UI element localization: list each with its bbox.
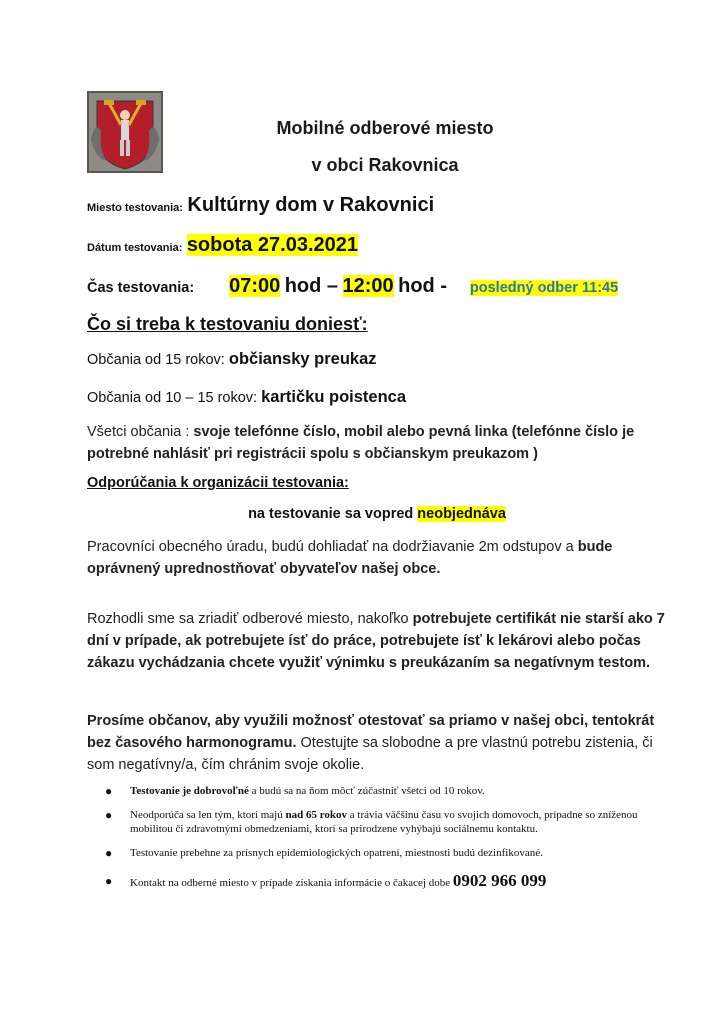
bring-line3-label: Všetci občania : xyxy=(87,424,190,440)
coat-of-arms-icon xyxy=(87,91,163,173)
bring-line2-value: kartičku poistenca xyxy=(261,388,407,406)
bullet-seniors-text-b: a trávia väčšinu času vo svojich domovoch, prípadne so zníženou mobilitou či zdravotnými obmedzeniami, ktorí sa prirodzene vyhýbajú sociálnemu kontaktu. xyxy=(130,809,638,835)
paragraph-appeal-bold: Prosíme občanov, aby využili možnosť otestovať sa priamo v našej obci, tentokrát bez časového harmonogramu. xyxy=(87,713,655,751)
paragraph-reason-text: Rozhodli sme sa zriadiť odberové miesto, nakoľko xyxy=(87,611,409,627)
bring-line3-value-b: potrebné nahlásiť pri registrácii spolu s občianskym preukazom ) xyxy=(87,446,538,462)
date-value: sobota 27.03.2021 xyxy=(186,234,359,256)
bring-line1 xyxy=(87,350,377,369)
date-row xyxy=(87,234,358,257)
bullet-seniors-text-a: Neodporúča sa len tým, ktorí majú xyxy=(130,809,283,821)
time-hod1: hod – xyxy=(284,275,339,297)
bullet-item-seniors xyxy=(105,808,665,836)
time-hod2: hod - xyxy=(398,275,447,297)
place-label: Miesto testovania: xyxy=(87,202,183,214)
recommend-note-prefix: na testovanie sa vopred xyxy=(248,506,414,522)
paragraph-reason-bold: potrebujete certifikát nie starší ako 7 dní v prípade, ak potrebujete ísť do práce, potrebujete ísť k lekárovi alebo počas zákazu vychádzania chcete využiť výnimku s preukázaním sa negatívnym testom. xyxy=(87,611,665,671)
bullet-list xyxy=(105,784,665,900)
bullet-contact-text: Kontakt na odberné miesto v prípade získania informácie o čakacej dobe xyxy=(130,877,451,889)
paragraph-appeal-text: Otestujte sa slobodne a pre vlastnú potrebu zistenia, či som negatívny/a, čím chránim svoje okolie. xyxy=(87,735,653,773)
place-value: Kultúrny dom v Rakovnici xyxy=(187,194,435,216)
paragraph-staff xyxy=(87,536,667,580)
paragraph-reason xyxy=(87,608,667,674)
bring-line1-label: Občania od 15 rokov: xyxy=(87,352,225,368)
bullet-item-voluntary xyxy=(105,784,665,798)
paragraph-staff-text: Pracovníci obecného úradu, budú dohliadať na dodržiavanie 2m odstupov a xyxy=(87,539,574,555)
bring-line1-value: občiansky preukaz xyxy=(228,350,377,368)
bullet-voluntary-bold: Testovanie je dobrovoľné xyxy=(130,785,249,797)
last-sample: posledný odber 11:45 xyxy=(469,280,619,296)
bring-heading: Čo si treba k testovaniu doniesť: xyxy=(87,314,368,334)
page-title-line1: Mobilné odberové miesto xyxy=(276,118,494,138)
time-start: 07:00 xyxy=(229,275,281,297)
bullet-item-measures xyxy=(105,846,665,860)
contact-phone: 0902 966 099 xyxy=(452,871,547,890)
time-row xyxy=(87,275,618,298)
bring-line2-label: Občania od 10 – 15 rokov: xyxy=(87,390,258,406)
bring-line2 xyxy=(87,388,406,407)
time-end: 12:00 xyxy=(342,275,394,297)
bullet-dot-icon: ● xyxy=(105,808,113,822)
bullet-voluntary-text: a budú sa na ňom môcť zúčastniť všetci od 10 rokov. xyxy=(251,785,485,797)
place-row xyxy=(87,194,434,217)
bullet-seniors-bold: nad 65 rokov xyxy=(285,809,348,821)
time-label: Čas testovania: xyxy=(87,280,195,296)
bring-line3-value-a: svoje telefónne číslo, mobil alebo pevná linka (telefónne číslo je xyxy=(193,424,635,440)
page-title-line2: v obci Rakovnica xyxy=(311,155,459,175)
bullet-item-contact xyxy=(105,871,665,890)
recommend-note-highlight: neobjednáva xyxy=(417,506,506,522)
recommend-heading: Odporúčania k organizácii testovania: xyxy=(87,475,349,491)
paragraph-staff-bold: bude oprávnený uprednostňovať obyvateľov našej obce. xyxy=(87,539,613,577)
paragraph-appeal xyxy=(87,710,667,776)
recommend-note xyxy=(87,506,667,522)
date-label: Dátum testovania: xyxy=(87,242,183,254)
bullet-dot-icon: ● xyxy=(105,784,113,798)
bullet-measures-text: Testovanie prebehne za prísnych epidemiologických opatrení, miestnosti budú dezinfikované. xyxy=(130,847,543,859)
bring-line3 xyxy=(87,421,667,465)
bullet-dot-icon: ● xyxy=(105,874,113,888)
bullet-dot-icon: ● xyxy=(105,846,113,860)
